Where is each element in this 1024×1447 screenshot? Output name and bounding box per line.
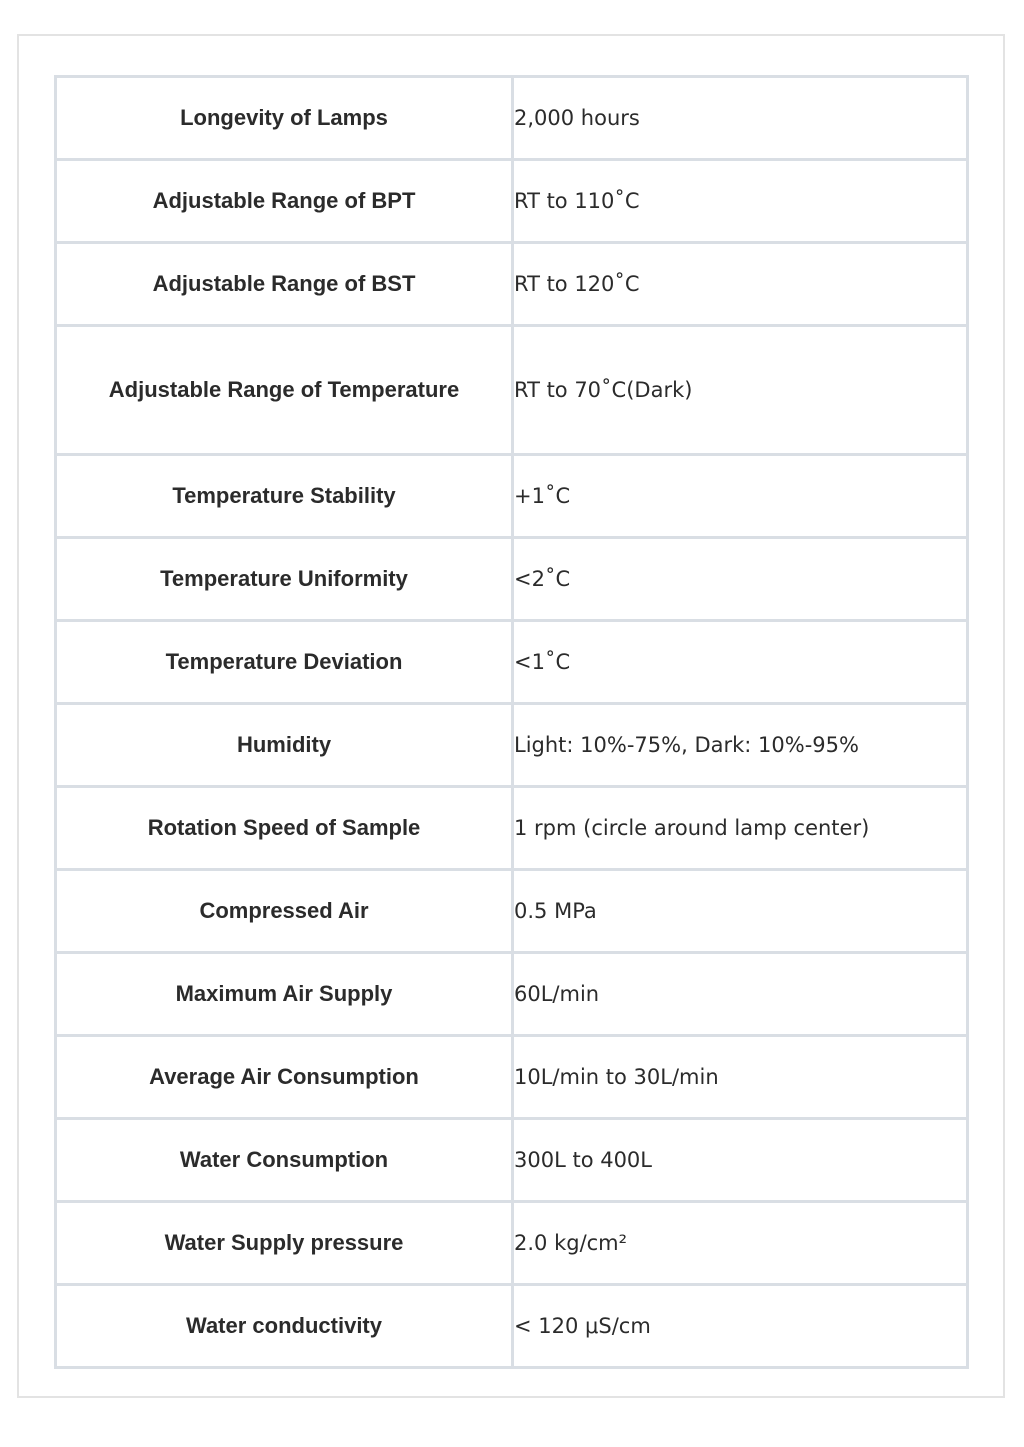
row-value: 10L/min to 30L/min — [513, 1036, 968, 1119]
row-label: Adjustable Range of BST — [56, 243, 513, 326]
row-value: 2,000 hours — [513, 77, 968, 160]
table-row — [56, 704, 968, 787]
table-row — [56, 1202, 968, 1285]
row-label: Longevity of Lamps — [56, 77, 513, 160]
table-row — [56, 455, 968, 538]
table-row — [56, 787, 968, 870]
row-value: 2.0 kg/cm² — [513, 1202, 968, 1285]
row-value: Light: 10%-75%, Dark: 10%-95% — [513, 704, 968, 787]
table-row — [56, 1119, 968, 1202]
row-label: Rotation Speed of Sample — [56, 787, 513, 870]
row-value: RT to 120˚C — [513, 243, 968, 326]
row-label: Water Supply pressure — [56, 1202, 513, 1285]
row-label: Water conductivity — [56, 1285, 513, 1368]
table-row — [56, 326, 968, 455]
row-label: Adjustable Range of Temperature — [56, 326, 513, 455]
row-label: Temperature Uniformity — [56, 538, 513, 621]
table-row — [56, 621, 968, 704]
row-value: 0.5 MPa — [513, 870, 968, 953]
row-label: Water Consumption — [56, 1119, 513, 1202]
row-label: Maximum Air Supply — [56, 953, 513, 1036]
row-label: Temperature Deviation — [56, 621, 513, 704]
row-value: 300L to 400L — [513, 1119, 968, 1202]
row-label: Compressed Air — [56, 870, 513, 953]
table-row — [56, 77, 968, 160]
row-label: Adjustable Range of BPT — [56, 160, 513, 243]
table-row — [56, 870, 968, 953]
row-value: +1˚C — [513, 455, 968, 538]
spec-table — [54, 75, 969, 1369]
row-label: Humidity — [56, 704, 513, 787]
row-value: RT to 110˚C — [513, 160, 968, 243]
table-row — [56, 538, 968, 621]
row-value: < 120 μS/cm — [513, 1285, 968, 1368]
table-row — [56, 243, 968, 326]
row-label: Temperature Stability — [56, 455, 513, 538]
row-value: 1 rpm (circle around lamp center) — [513, 787, 968, 870]
row-value: RT to 70˚C(Dark) — [513, 326, 968, 455]
table-row — [56, 160, 968, 243]
row-value: <1˚C — [513, 621, 968, 704]
row-label: Average Air Consumption — [56, 1036, 513, 1119]
table-row — [56, 1036, 968, 1119]
row-value: <2˚C — [513, 538, 968, 621]
table-row — [56, 1285, 968, 1368]
row-value: 60L/min — [513, 953, 968, 1036]
table-row — [56, 953, 968, 1036]
